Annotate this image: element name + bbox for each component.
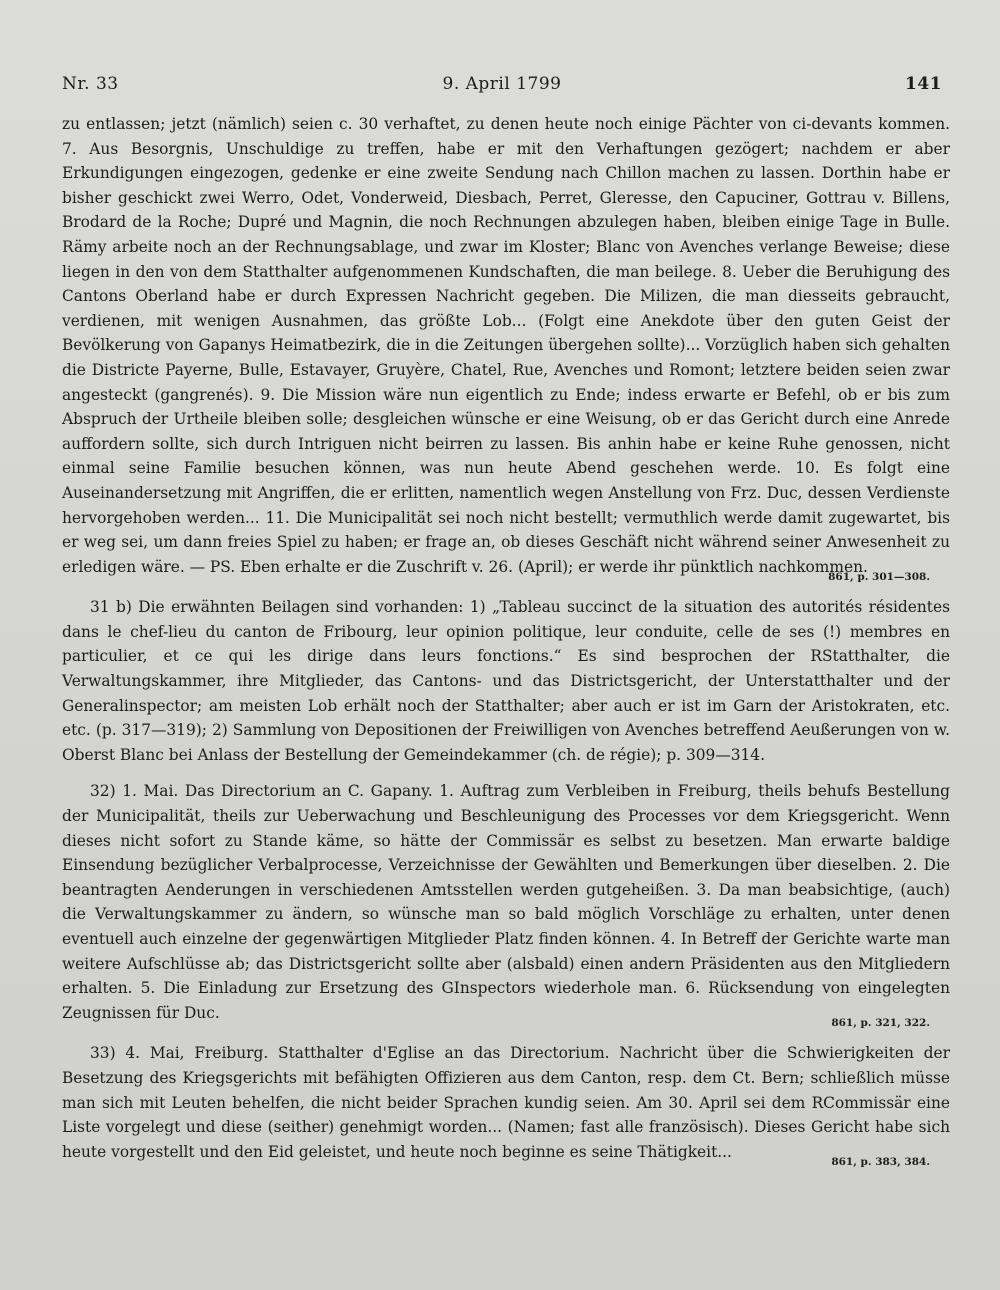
paragraph-33: 33) 4. Mai, Freiburg. Statthalter d'Eglise an das Directorium. Nachricht über die Schwierigkeiten der Besetzung des Kriegsgerichts mit befähigten Offizieren aus dem Canton, resp. dem Ct. Bern; schließlich müsse man sich mit Leuten behelfen, die nicht beider Sprachen kundig seien. Am 30. April sei dem RCommissär eine Liste vorgelegt und diese (seither) genehmigt worden... (Namen; fast alle französisch). Dieses Gericht habe sich heute vorgestellt und den Eid geleistet, und heute noch beginne es seine Thätigkeit...	[62, 1044, 950, 1161]
paragraph-continuation: zu entlassen; jetzt (nämlich) seien c. 30 verhaftet, zu denen heute noch einige Pächter von ci-devants kommen. 7. Aus Besorgnis, Unschuldige zu treffen, habe er mit den Verhaftungen gezögert; nachdem er aber Erkundigungen eingezogen, gedenke er eine zweite Sendung nach Chillon machen zu lassen. Dorthin habe er bisher geschickt zwei Werro, Odet, Vonderweid, Diesbach, Perret, Gleresse, den Capuciner, Gottrau v. Billens, Brodard de la Roche; Dupré und Magnin, die noch Rechnungen abzulegen haben, bleiben einige Tage in Bulle. Rämy arbeite noch an der Rechnungsablage, und zwar im Kloster; Blanc von Avenches verlange Beweise; diese liegen in den von dem Statthalter aufgenommenen Kundschaften, die man beilege. 8. Ueber die Beruhigung des Cantons Oberland habe er durch Expressen Nachricht gegeben. Die Milizen, die man diesseits gebraucht, verdienen, mit wenigen Ausnahmen, das größte Lob... (Folgt eine Anekdote über den guten Geist der Bevölkerung von Gapanys Heimatbezirk, die in die Zeitungen übergehen sollte)... Vorzüglich haben sich gehalten die Districte Payerne, Bulle, Estavayer, Gruyère, Chatel, Rue, Avenches und Romont; letztere beiden seien zwar angesteckt (gangrenés). 9. Die Mission wäre nun eigentlich zu Ende; indess erwarte er Befehl, ob er bis zum Abspruch der Urtheile bleiben solle; desgleichen wünsche er eine Weisung, ob er das Gericht durch eine Anrede auffordern sollte, sich durch Intriguen nicht beirren zu lassen. Bis anhin habe er keine Ruhe genossen, nicht einmal seine Familie besuchen können, was nun heute Abend geschehen werde. 10. Es folgt eine Auseinandersetzung mit Angriffen, die er erlitten, namentlich wegen Anstellung von Frz. Duc, dessen Verdienste hervorgehoben werden... 11. Die Municipalität sei noch nicht bestellt; vermuthlich werde damit zugewartet, bis er weg sei, um dann freies Spiel zu haben; er frage an, ob dieses Geschäft nicht während seiner Anwesenheit zu erledigen wäre. — PS. Eben erhalte er die Zuschrift v. 26. (April); er werde ihr pünktlich nachkommen.	[62, 115, 950, 576]
source-reference: 861, p. 301—308.	[828, 571, 930, 584]
document-body	[62, 112, 950, 1180]
header-date: 9. April 1799	[442, 74, 562, 94]
source-reference: 861, p. 321, 322.	[831, 1017, 930, 1030]
page-number: 141	[905, 74, 942, 94]
header-entry-number: Nr. 33	[62, 74, 119, 94]
running-header	[62, 74, 942, 104]
paragraph-31b: 31 b) Die erwähnten Beilagen sind vorhanden: 1) „Tableau succinct de la situation des autorités résidentes dans le chef-lieu du canton de Fribourg, leur opinion politique, leur conduite, celle de ses (!) membres en particulier, et ce qui les dirige dans leurs fonctions.“ Es sind besprochen der RStatthalter, die Verwaltungskammer, ihre Mitglieder, das Cantons- und das Districtsgericht, der Unterstatthalter und der Generalinspector; am meisten Lob erhält noch der Statthalter; aber auch er ist im Garn der Aristokraten, etc. etc. (p. 317—319); 2) Sammlung von Depositionen der Freiwilligen von Avenches betreffend Aeußerungen von w. Oberst Blanc bei Anlass der Bestellung der Gemeindekammer (ch. de régie); p. 309—314.	[62, 598, 950, 764]
source-reference: 861, p. 383, 384.	[831, 1156, 930, 1169]
paragraph-32: 32) 1. Mai. Das Directorium an C. Gapany. 1. Auftrag zum Verbleiben in Freiburg, theils behufs Bestellung der Municipalität, theils zur Ueberwachung und Beschleunigung des Processes vor dem Kriegsgericht. Wenn dieses nicht sofort zu Stande käme, so hätte der Commissär es selbst zu besetzen. Man erwarte baldige Einsendung bezüglicher Verbalprocesse, Verzeichnisse der Gewählten und Bemerkungen über dieselben. 2. Die beantragten Aenderungen in verschiedenen Amtsstellen werden gutgeheißen. 3. Da man beabsichtige, (auch) die Verwaltungskammer zu ändern, so wünsche man so bald möglich Vorschläge zu erhalten, unter denen eventuell auch einzelne der gegenwärtigen Mitglieder Platz finden können. 4. In Betreff der Gerichte warte man weitere Aufschlüsse ab; das Districtsgericht sollte aber (alsbald) einen andern Präsidenten aus den Mitgliedern erhalten. 5. Die Einladung zur Ersetzung des GInspectors wiederhole man. 6. Rücksendung von eingelegten Zeugnissen für Duc.	[62, 782, 950, 1022]
